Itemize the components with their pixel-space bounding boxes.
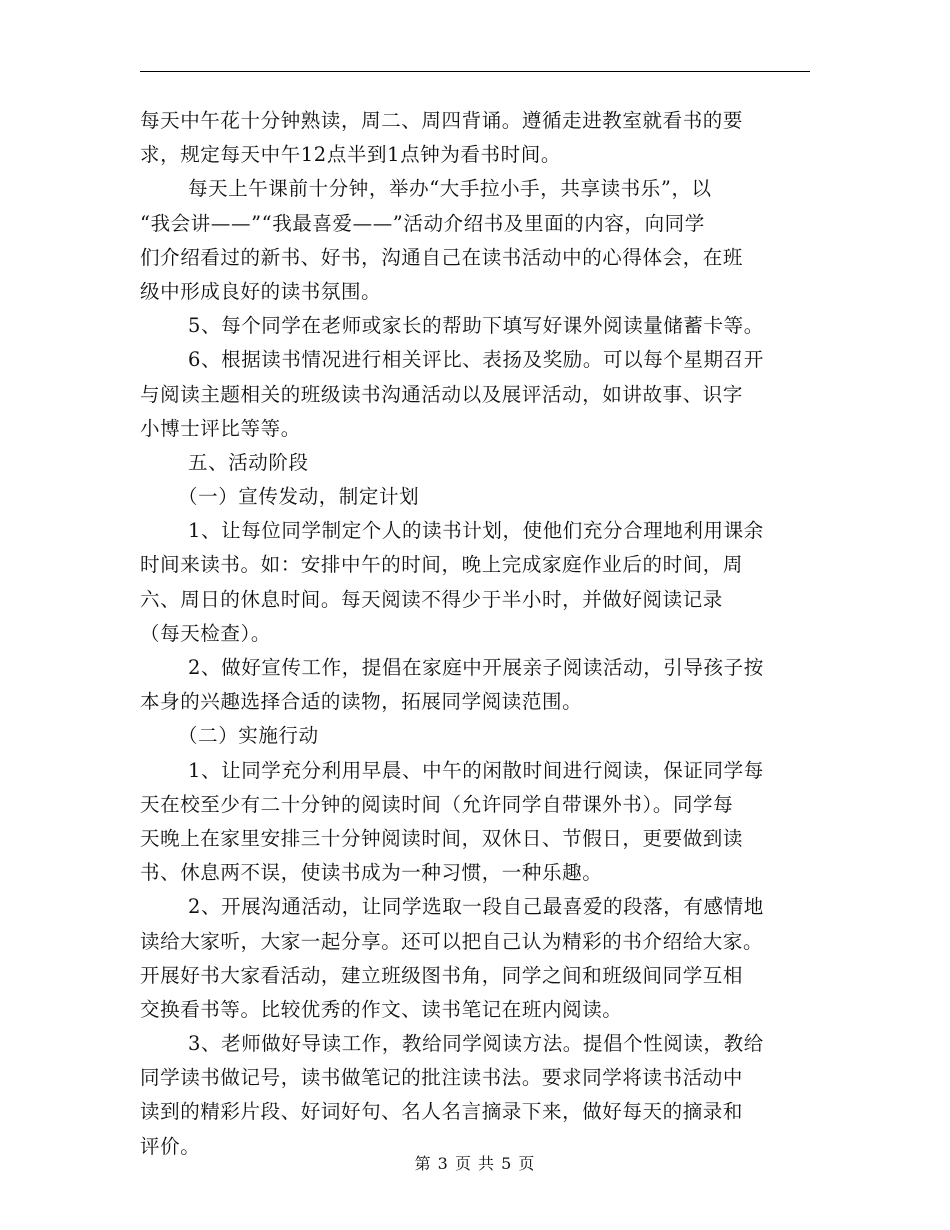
text-line: 与阅读主题相关的班级读书沟通活动以及展评活动，如讲故事、识字 bbox=[140, 382, 744, 406]
text-line: 本身的兴趣选择合适的读物，拓展同学阅读范围。 bbox=[140, 690, 583, 714]
text-line: 2、做好宣传工作，提倡在家庭中开展亲子阅读活动，引导孩子按 bbox=[188, 656, 764, 679]
text-line: （每天检查）。 bbox=[140, 621, 271, 645]
text-line: （二）实施行动 bbox=[178, 724, 319, 748]
text-line: 书、休息两不误，使读书成为一种习惯，一种乐趣。 bbox=[140, 861, 603, 885]
text-line: 级中形成良好的读书氛围。 bbox=[140, 279, 382, 303]
text-line: 1、让每位同学制定个人的读书计划，使他们充分合理地利用课余 bbox=[188, 519, 764, 543]
text-line: 开展好书大家看活动，建立班级图书角，同学之间和班级间同学互相 bbox=[140, 963, 744, 987]
text-line: 交换看书等。比较优秀的作文、读书笔记在班内阅读。 bbox=[140, 997, 623, 1021]
text-line: 每天上午课前十分钟，举办“大手拉小手，共享读书乐”，以 bbox=[188, 177, 712, 201]
text-line: 求，规定每天中午12点半到1点钟为看书时间。 bbox=[140, 143, 561, 167]
text-line: 读给大家听，大家一起分享。还可以把自己认为精彩的书介绍给大家。 bbox=[140, 929, 764, 953]
text-line: 天在校至少有二十分钟的阅读时间（允许同学自带课外书）。同学每 bbox=[140, 792, 734, 816]
header-rule bbox=[140, 71, 810, 72]
document-body bbox=[140, 104, 810, 1164]
text-line: 评价。 bbox=[140, 1134, 201, 1158]
text-line: 们介绍看过的新书、好书，沟通自己在读书活动中的心得体会，在班 bbox=[140, 245, 744, 269]
text-line: 天晚上在家里安排三十分钟阅读时间，双休日、节假日，更要做到读 bbox=[140, 826, 744, 850]
text-line: 3、老师做好导读工作，教给同学阅读方法。提倡个性阅读，教给 bbox=[188, 1032, 764, 1056]
text-line: 五、活动阶段 bbox=[188, 450, 309, 474]
text-line: 同学读书做记号，读书做笔记的批注读书法。要求同学将读书活动中 bbox=[140, 1066, 744, 1090]
text-line: 时间来读书。如：安排中午的时间，晚上完成家庭作业后的时间，周 bbox=[140, 553, 744, 577]
text-line: 6、根据读书情况进行相关评比、表扬及奖励。可以每个星期召开 bbox=[188, 348, 764, 372]
text-line: “我会讲——”“我最喜爱——”活动介绍书及里面的内容，向同学 bbox=[140, 211, 705, 235]
text-line: 每天中午花十分钟熟读，周二、周四背诵。遵循走进教室就看书的要 bbox=[140, 109, 744, 132]
text-line: 5、每个同学在老师或家长的帮助下填写好课外阅读量储蓄卡等。 bbox=[188, 314, 764, 338]
text-line: 六、周日的休息时间。每天阅读不得少于半小时，并做好阅读记录 bbox=[140, 587, 723, 611]
text-line: （一）宣传发动，制定计划 bbox=[178, 485, 420, 509]
text-line: 读到的精彩片段、好词好句、名人名言摘录下来，做好每天的摘录和 bbox=[140, 1100, 744, 1124]
text-line: 小博士评比等等。 bbox=[140, 416, 301, 440]
page-footer: 第 3 页 共 5 页 bbox=[414, 1154, 536, 1173]
text-line: 1、让同学充分利用早晨、中午的闲散时间进行阅读，保证同学每 bbox=[188, 758, 764, 782]
text-line: 2、开展沟通活动，让同学选取一段自己最喜爱的段落，有感情地 bbox=[188, 895, 764, 919]
